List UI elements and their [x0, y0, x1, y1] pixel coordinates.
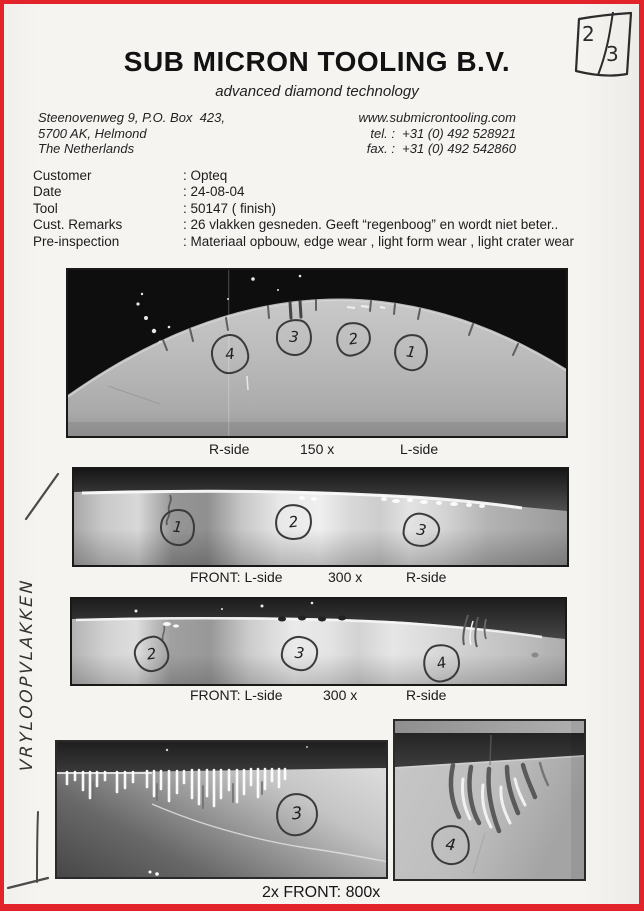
info-row [33, 234, 574, 250]
page-number-box-outline [570, 6, 634, 80]
info-row [33, 168, 574, 184]
marker-digit: 3 [415, 519, 428, 540]
margin-note-handwriting: VRYLOOPVLAKKEN [17, 577, 37, 773]
fig1-caption-left: R-side [209, 441, 250, 457]
info-label: Tool [33, 200, 58, 216]
micrograph-front-800x-left [55, 740, 388, 879]
micrograph-tool-nose-150x [66, 268, 568, 438]
bottom-caption: 2x FRONT: 800x [262, 884, 381, 901]
fig1-caption-right: L-side [400, 441, 439, 457]
micrograph-image [57, 742, 386, 877]
info-label: Pre-inspection [33, 233, 120, 249]
marker-digit: 2 [145, 643, 158, 664]
info-value: : 24-08-04 [183, 184, 245, 200]
fig2-caption-right: R-side [406, 569, 447, 585]
micrograph-image [395, 721, 584, 879]
marker-digit: 1 [171, 517, 184, 537]
marker-digit: 4 [224, 344, 236, 363]
info-row [33, 217, 574, 233]
fig3-caption-right: R-side [406, 687, 447, 703]
info-label: Date [33, 184, 62, 200]
micrograph-front-300x-b [70, 597, 567, 686]
website-text: www.submicrontooling.com [358, 110, 516, 125]
page-number-numerator: 2 [582, 22, 595, 46]
address-line: 5700 AK, Helmond [38, 125, 147, 141]
info-label: Customer [33, 168, 92, 183]
info-row [33, 184, 574, 200]
marker-digit: 4 [434, 652, 448, 673]
contact-block [358, 110, 516, 157]
info-value: : Opteq [183, 168, 228, 183]
fax-text: fax. : +31 (0) 492 542860 [366, 141, 516, 156]
company-tagline: advanced diamond technology [215, 83, 419, 100]
info-label: Cust. Remarks [33, 217, 123, 233]
micrograph-front-800x-right [393, 719, 586, 881]
info-row [33, 201, 574, 217]
inspection-info-table [33, 168, 574, 250]
micrograph-front-300x-a [72, 467, 569, 567]
marker-digit: 2 [347, 328, 360, 349]
fig2-magnification: 300 x [328, 569, 363, 585]
info-value: : 50147 ( finish) [183, 200, 277, 216]
info-value: : Materiaal opbouw, edge wear , light form wear , light crater wear [183, 233, 574, 249]
marker-digit: 3 [293, 643, 306, 663]
fig2-caption-left: FRONT: L-side [190, 569, 283, 585]
info-value: : 26 vlakken gesneden. Geeft “regenboog” en wordt niet beter.. [183, 217, 559, 233]
fig3-magnification: 300 x [323, 687, 358, 703]
address-line: Steenovenweg 9, P.O. Box 423, [38, 110, 225, 125]
telephone-text: tel. : +31 (0) 492 528921 [370, 125, 516, 141]
company-name: SUB MICRON TOOLING B.V. [123, 46, 511, 77]
marker-digit: 3 [290, 803, 304, 825]
micrograph-image [68, 270, 566, 436]
address-line: The Netherlands [38, 141, 135, 156]
page-number-denominator: 3 [606, 42, 619, 66]
fig3-caption-left: FRONT: L-side [190, 687, 283, 703]
marker-digit: 1 [405, 342, 418, 362]
marker-digit: 2 [287, 511, 300, 532]
marker-digit: 3 [288, 327, 300, 347]
marker-digit: 4 [444, 834, 457, 855]
page-number-box [570, 6, 634, 80]
fig1-magnification: 150 x [300, 441, 335, 457]
micrograph-image [74, 469, 567, 565]
address-block [38, 110, 225, 157]
